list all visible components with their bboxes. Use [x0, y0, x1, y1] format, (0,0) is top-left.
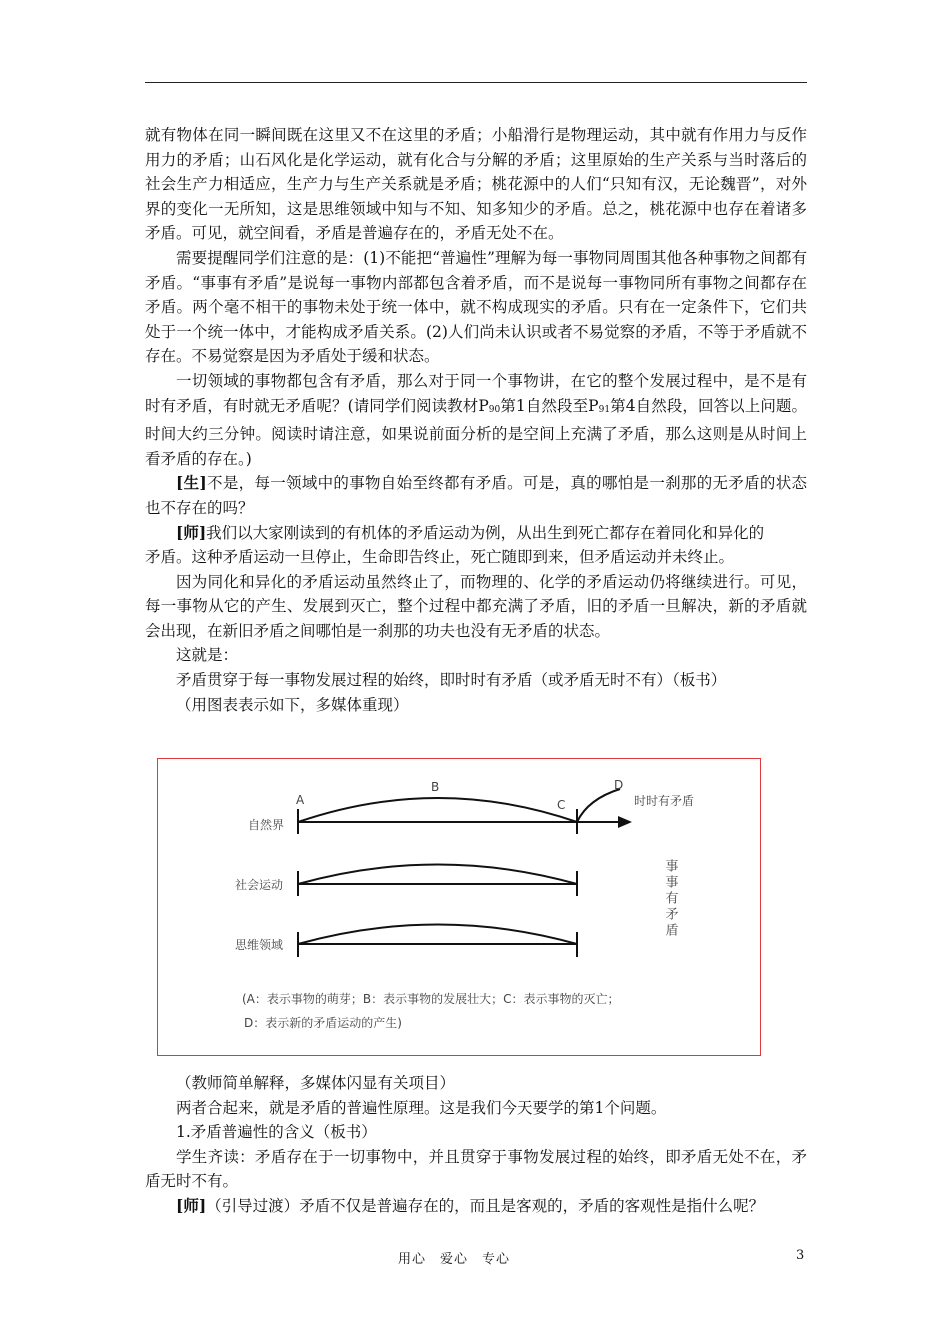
thought-arc — [298, 925, 577, 945]
row-label-society: 社会运动 — [235, 878, 284, 892]
paragraph: （教师简单解释，多媒体闪显有关项目） — [176, 1074, 456, 1092]
paragraph: [师]（引导过渡）矛盾不仅是普遍存在的，而且是客观的，矛盾的客观性是指什么呢？ — [176, 1195, 765, 1215]
legend-line-1: (A：表示事物的萌芽；B：表示事物的发展壮大；C：表示事物的灭亡； — [242, 992, 620, 1006]
row-label-nature: 自然界 — [248, 818, 285, 832]
paragraph: 就有物体在同一瞬间既在这里又不在这里的矛盾；小船滑行是物理运动，其中就有作用力与反作用力的矛盾；山石风化是化学运动，就有化合与分解的矛盾；这里原始的生产关系与当时落后的社会生产力相适应，生产力与生产关系就是矛盾；桃花源中的人们“只知有汉，无论魏晋”，对外界的变化一无所知，这是思维领域中知与不知、知多知少的矛盾。总之，桃花源中也存在着诸多矛盾。可见，就空间看，矛盾是普遍存在的，矛盾无处不在。 — [145, 126, 807, 243]
paragraph: 需要提醒同学们注意的是：(1)不能把“普遍性”理解为每一事物同周围其他各种事物之间都有矛盾。“事事有矛盾”是说每一事物内部都包含着矛盾，而不是说每一事物同所有事物之间都存在矛盾。两个毫不相干的事物未处于统一体中，就不构成现实的矛盾。只有在一定条件下，它们共处于一个统一体中，才能构成矛盾关系。(2)人们尚未认识或者不易觉察的矛盾，不等于矛盾就不存在。不易觉察是因为矛盾处于缓和状态。 — [145, 248, 807, 366]
point-b-label: B — [431, 780, 440, 794]
point-c-label: C — [557, 798, 566, 812]
contradiction-diagram — [157, 758, 761, 1056]
header-rule — [145, 82, 807, 83]
paragraph: 一切领域的事物都包含有矛盾，那么对于同一个事物讲，在它的整个发展过程中，是不是有时有矛盾，有时就无矛盾呢？(请同学们阅读教材$P_{90}$第1自然段至$P_{91}$第4自然段，回答以上问题。时间大约三分钟。阅读时请注意，如果说前面分析的是空间上充满了矛盾，那么这则是从时间上看矛盾的存在。) — [145, 371, 807, 468]
footer-motto: 用心 爱心 专心 — [398, 1252, 511, 1267]
d-label-text: 时时有矛盾 — [634, 794, 695, 808]
nature-arc — [298, 798, 577, 822]
paragraph: [师]我们以大家刚读到的有机体的矛盾运动为例，从出生到死亡都存在着同化和异化的 — [176, 522, 765, 542]
row-label-thought: 思维领域 — [235, 938, 284, 952]
point-a-label: A — [296, 793, 305, 807]
legend-line-2: D：表示新的矛盾运动的产生) — [244, 1016, 402, 1030]
paragraph: （用图表表示如下，多媒体重现） — [176, 695, 409, 714]
paragraph: 因为同化和异化的矛盾运动虽然终止了，而物理的、化学的矛盾运动仍将继续进行。可见，每一事物从它的产生、发展到灭亡，整个过程中都充满了矛盾，旧的矛盾一旦解决，新的矛盾就会出现，在新旧矛盾之间哪怕是一刹那的功夫也没有无矛盾的状态。 — [145, 572, 807, 640]
paragraph: 两者合起来，就是矛盾的普遍性原理。这是我们今天要学的第1个问题。 — [176, 1098, 667, 1117]
paragraph: 矛盾。这种矛盾运动一旦停止，生命即告终止，死亡随即到来，但矛盾运动并未终止。 — [145, 548, 735, 567]
body-text-bottom — [145, 1071, 807, 1219]
paragraph: 学生齐读：矛盾存在于一切事物中，并且贯穿于事物发展过程的始终，即矛盾无处不在，矛盾无时不有。 — [145, 1147, 807, 1191]
paragraph: 矛盾贯穿于每一事物发展过程的始终，即时时有矛盾（或矛盾无时不有）（板书） — [176, 671, 727, 690]
paragraph: [生]不是，每一领域中的事物自始至终都有矛盾。可是，真的哪怕是一刹那的无矛盾的状态也不存在的吗？ — [145, 473, 807, 517]
paragraph: 1.矛盾普遍性的含义（板书） — [176, 1123, 377, 1142]
paragraph: 这就是： — [176, 646, 239, 665]
side-label: 事事有矛盾 — [662, 859, 678, 939]
page-number: 3 — [796, 1248, 805, 1263]
nature-arrow-head — [618, 816, 632, 828]
new-contradiction-curve — [577, 789, 620, 822]
society-arc — [298, 865, 577, 885]
body-text-top — [145, 123, 807, 717]
point-d-label: D — [614, 778, 624, 792]
